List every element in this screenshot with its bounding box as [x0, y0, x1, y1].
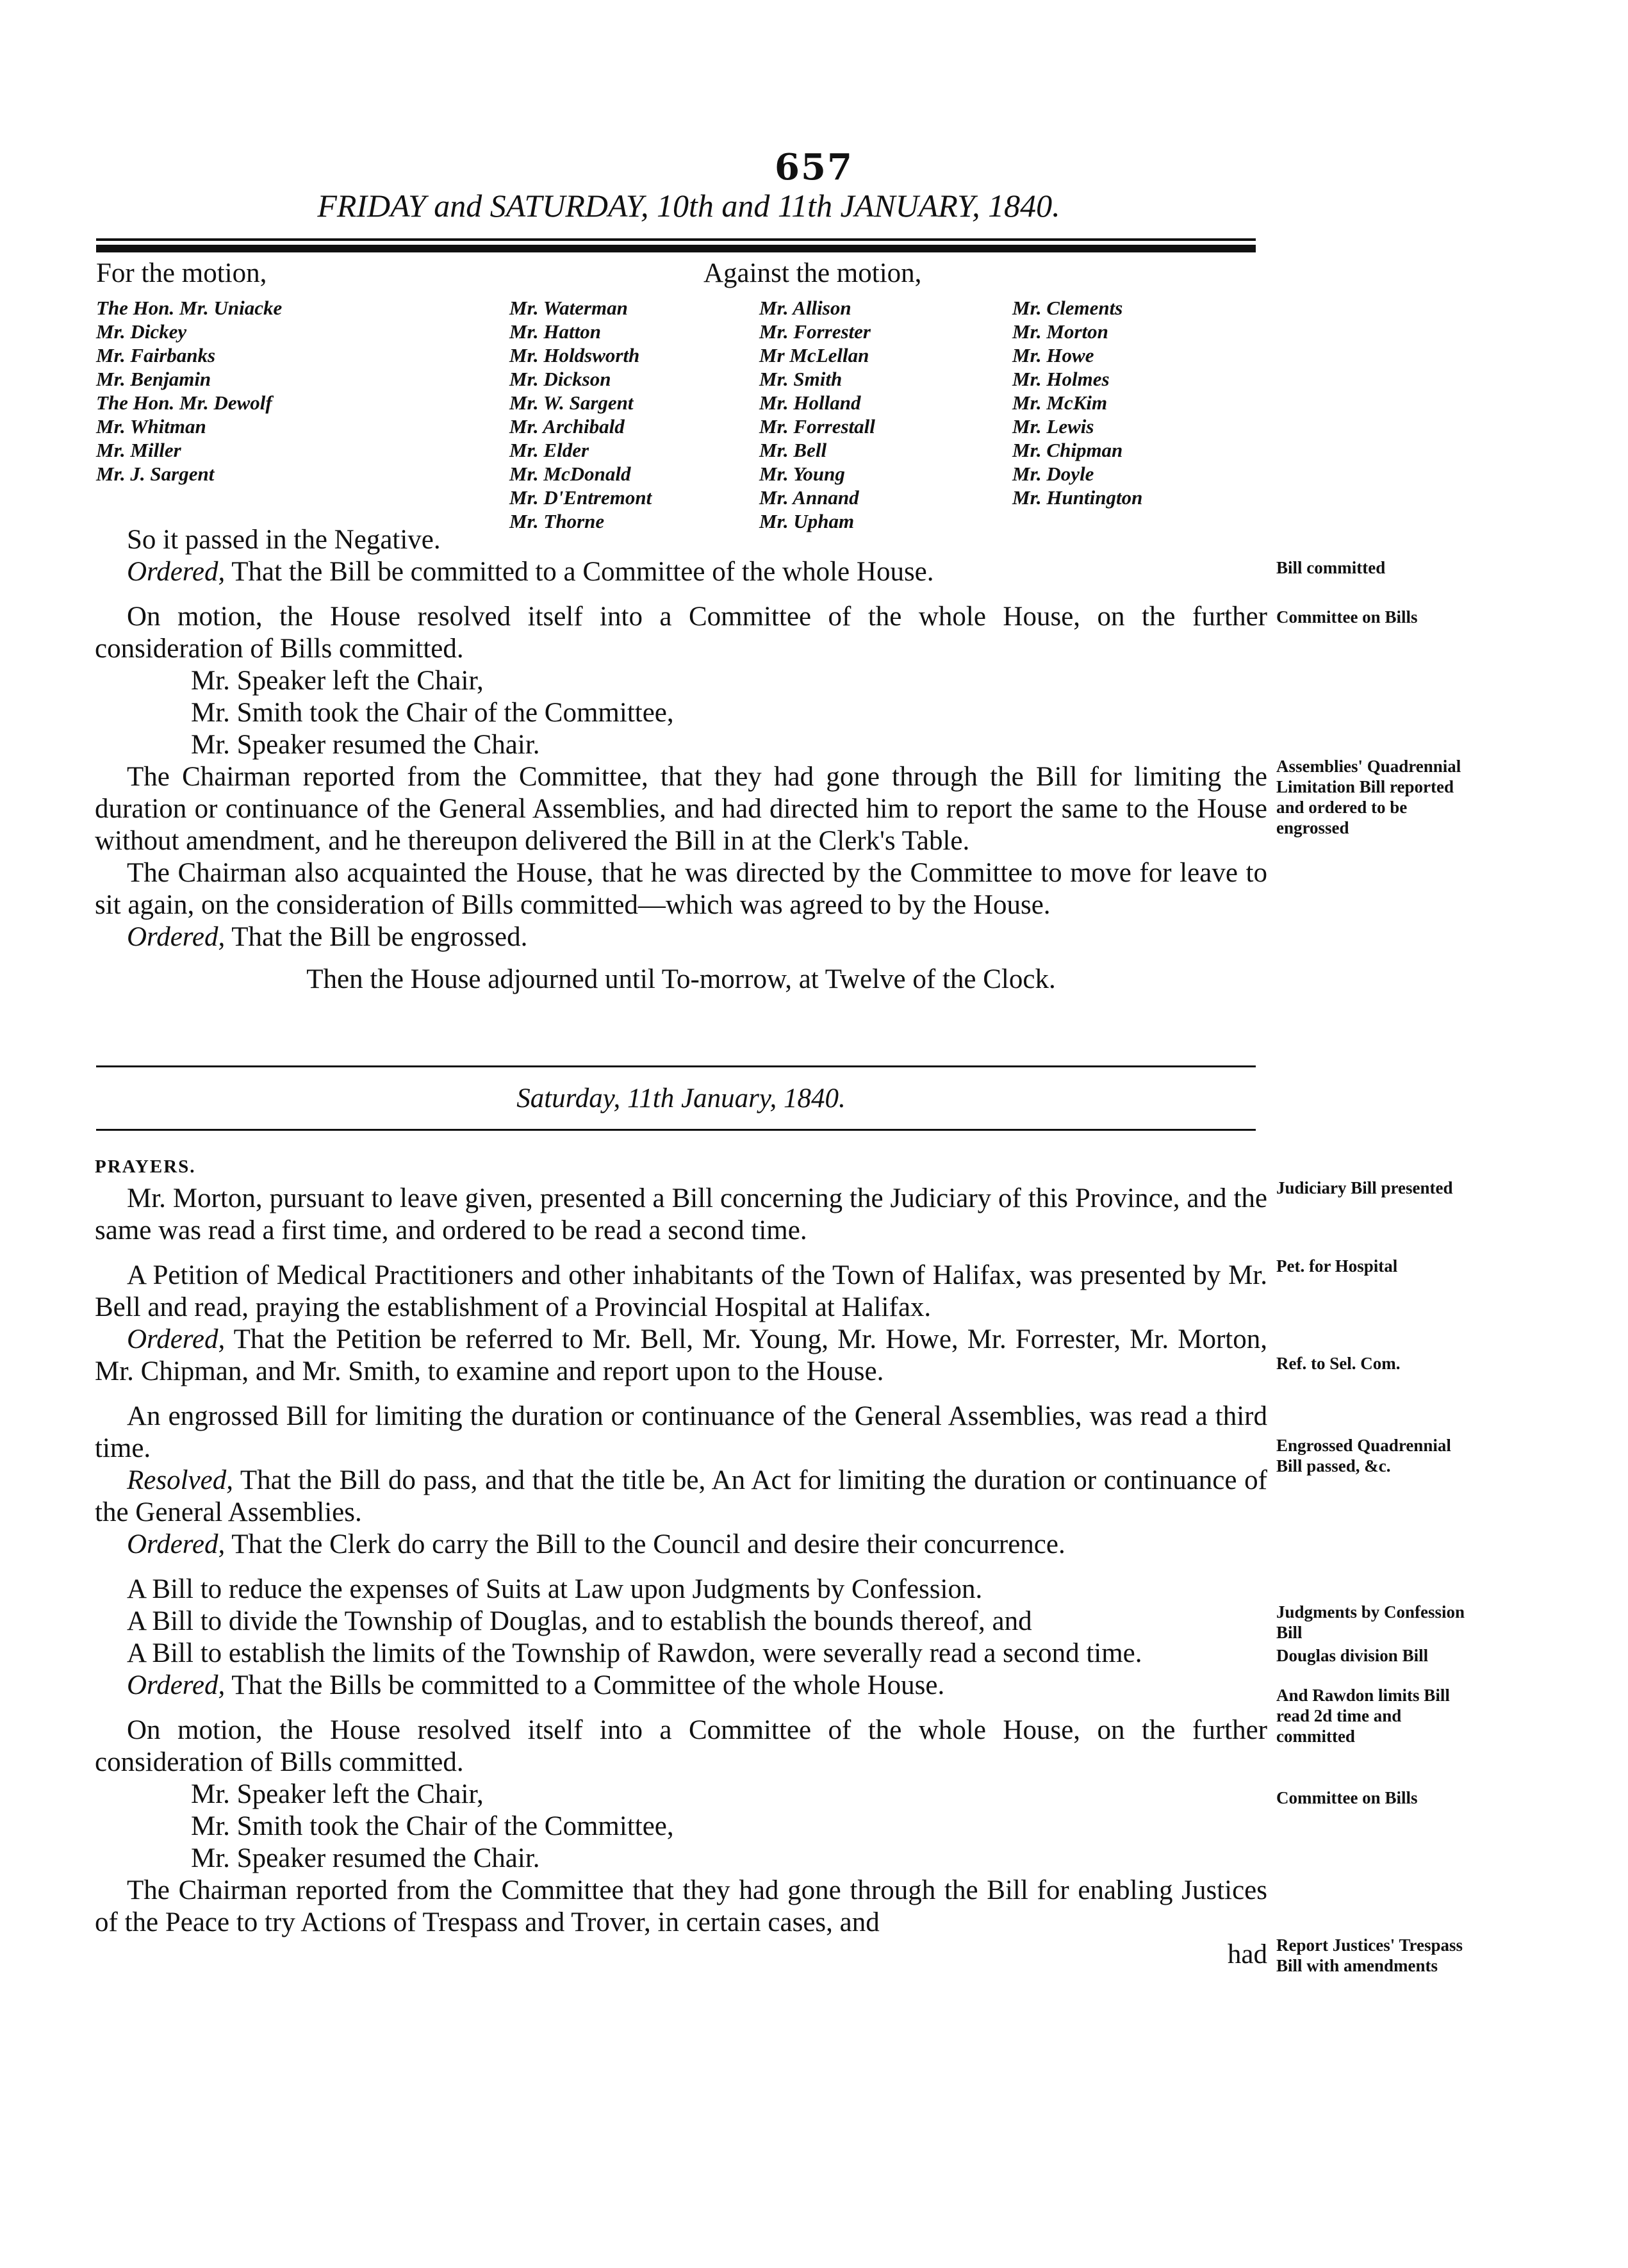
- speaker-left: Mr. Speaker left the Chair,: [191, 666, 484, 696]
- speaker-resumed: Mr. Speaker resumed the Chair.: [191, 730, 540, 760]
- margin-committee-on-bills-2: Committee on Bills: [1276, 1788, 1418, 1807]
- engrossed-bill: An engrossed Bill for limiting the duration or continuance of the General Assemblies, was read a third time.: [95, 1401, 1267, 1463]
- member-name: The Hon. Mr. Uniacke: [96, 297, 283, 319]
- member-name: Mr. Elder: [509, 439, 589, 461]
- friday-proceedings: [95, 524, 1267, 996]
- ordered-bills-committed: Ordered, That the Bills be committed to a Committee of the whole House.: [127, 1670, 945, 1700]
- member-name: Mr. Dickey: [96, 320, 187, 343]
- resolved-pass: Resolved, That the Bill do pass, and that the title be, An Act for limiting the duration or continuance of the General Assemblies.: [95, 1465, 1267, 1527]
- passed-negative: So it passed in the Negative.: [127, 525, 441, 555]
- adjourned: Then the House adjourned until To-morrow, at Twelve of the Clock.: [306, 964, 1056, 994]
- saturday-proceedings: [95, 1151, 1267, 1971]
- chairman-report-2: The Chairman reported from the Committee that they had gone through the Bill for enabling Justices of the Peace to try Actions of Trespass and Trover, in certain cases, and: [95, 1875, 1267, 1937]
- chairman-leave: The Chairman also acquainted the House, that he was directed by the Committee to move for leave to sit again, on the consideration of Bills committed—which was agreed to by the House.: [95, 858, 1267, 920]
- speaker-resumed-2: Mr. Speaker resumed the Chair.: [191, 1843, 540, 1873]
- motion-committee-2: On motion, the House resolved itself into a Committee of the whole House, on the further consideration of Bills committed.: [95, 1715, 1267, 1777]
- member-name: Mr. Clements: [1012, 297, 1123, 319]
- member-name: Mr. Fairbanks: [96, 344, 216, 366]
- ordered-petition: Ordered, That the Petition be referred to Mr. Bell, Mr. Young, Mr. Howe, Mr. Forrester, Mr. Morton, Mr. Chipman, and Mr. Smith, to examine and report upon to the House.: [95, 1324, 1267, 1386]
- member-name: Mr. Upham: [759, 510, 855, 532]
- member-name: Mr. Allison: [759, 297, 851, 319]
- member-name: The Hon. Mr. Dewolf: [96, 391, 272, 414]
- margin-ref-sel: Ref. to Sel. Com.: [1276, 1354, 1401, 1373]
- bill-judgments: A Bill to reduce the expenses of Suits at Law upon Judgments by Confession.: [127, 1574, 983, 1604]
- member-name: Mr. Forrestall: [759, 415, 875, 438]
- margin-judgments: Judgments by Confession Bill: [1276, 1602, 1465, 1642]
- member-name: Mr. W. Sargent: [509, 391, 634, 414]
- against-motion-heading: Against the motion,: [703, 258, 922, 288]
- against-names-col1: [509, 296, 652, 533]
- member-name: Mr. Young: [759, 463, 845, 485]
- member-name: Mr. Morton: [1012, 320, 1108, 343]
- section-rule: [96, 1065, 1256, 1067]
- catchword: had: [1227, 1939, 1267, 1969]
- margin-report-justices: Report Justices' Trespass Bill with amendments: [1276, 1935, 1463, 1975]
- member-name: Mr. Doyle: [1012, 463, 1094, 485]
- smith-chair-2: Mr. Smith took the Chair of the Committee,: [191, 1811, 674, 1841]
- hospital-petition: A Petition of Medical Practitioners and other inhabitants of the Town of Halifax, was presented by Mr. Bell and read, praying the establishment of a Provincial Hospital at Halifax.: [95, 1260, 1267, 1322]
- member-name: Mr. Miller: [96, 439, 181, 461]
- member-name: Mr. Benjamin: [96, 368, 211, 390]
- margin-rawdon: And Rawdon limits Bill read 2d time and committed: [1276, 1686, 1450, 1746]
- margin-assemblies: Assemblies' Quadrennial Limitation Bill reported and ordered to be engrossed: [1276, 757, 1461, 837]
- margin-engrossed-quad: Engrossed Quadrennial Bill passed, &c.: [1276, 1436, 1451, 1475]
- member-name: Mr. Forrester: [759, 320, 871, 343]
- for-names-list: [96, 296, 282, 486]
- header-rule-thick: [96, 245, 1256, 252]
- bill-rawdon: A Bill to establish the limits of the Township of Rawdon, were severally read a second time.: [127, 1638, 1142, 1668]
- saturday-heading: Saturday, 11th January, 1840.: [516, 1083, 846, 1113]
- member-name: Mr. Chipman: [1012, 439, 1123, 461]
- ordered-engrossed: Ordered, That the Bill be engrossed.: [127, 922, 528, 952]
- member-name: Mr. Huntington: [1012, 486, 1143, 509]
- member-name: Mr. Holmes: [1012, 368, 1110, 390]
- for-motion-heading: For the motion,: [96, 258, 267, 288]
- margin-committee-on-bills: Committee on Bills: [1276, 607, 1418, 627]
- member-name: Mr. Dickson: [509, 368, 611, 390]
- member-name: Mr McLellan: [759, 344, 869, 366]
- member-name: Mr. Howe: [1012, 344, 1094, 366]
- against-names-col2: [759, 296, 875, 533]
- margin-douglas: Douglas division Bill: [1276, 1646, 1429, 1665]
- ordered-committed: Ordered, That the Bill be committed to a Committee of the whole House.: [127, 557, 934, 587]
- page-number: 657: [775, 146, 853, 188]
- member-name: Mr. McKim: [1012, 391, 1108, 414]
- margin-pet-hospital: Pet. for Hospital: [1276, 1256, 1398, 1276]
- margin-judiciary: Judiciary Bill presented: [1276, 1178, 1453, 1197]
- member-name: Mr. Archibald: [509, 415, 625, 438]
- member-name: Mr. Bell: [759, 439, 827, 461]
- member-name: Mr. Whitman: [96, 415, 206, 438]
- header-rule: [96, 238, 1256, 241]
- member-name: Mr. J. Sargent: [96, 463, 215, 485]
- section-rule: [96, 1129, 1256, 1131]
- margin-bill-committed: Bill committed: [1276, 558, 1386, 577]
- member-name: Mr. Hatton: [509, 320, 601, 343]
- member-name: Mr. Smith: [759, 368, 843, 390]
- member-name: Mr. McDonald: [509, 463, 631, 485]
- member-name: Mr. Thorne: [509, 510, 605, 532]
- motion-committee: On motion, the House resolved itself into a Committee of the whole House, on the further consideration of Bills committed.: [95, 602, 1267, 664]
- prayers: PRAYERS.: [95, 1156, 196, 1177]
- member-name: Mr. Holdsworth: [509, 344, 640, 366]
- member-name: Mr. Lewis: [1012, 415, 1094, 438]
- speaker-left-2: Mr. Speaker left the Chair,: [191, 1779, 484, 1809]
- chairman-report: The Chairman reported from the Committee, that they had gone through the Bill for limiting the duration or continuance of the General Assemblies, and had directed him to report the same to the House without amendment, and he thereupon delivered the Bill in at the Clerk's Table.: [95, 762, 1267, 856]
- smith-chair: Mr. Smith took the Chair of the Committee,: [191, 698, 674, 728]
- bill-douglas: A Bill to divide the Township of Douglas, and to establish the bounds thereof, and: [127, 1606, 1032, 1636]
- member-name: Mr. Waterman: [509, 297, 628, 319]
- ordered-council: Ordered, That the Clerk do carry the Bill to the Council and desire their concurrence.: [127, 1529, 1065, 1559]
- member-name: Mr. Annand: [759, 486, 859, 509]
- member-name: Mr. D'Entremont: [509, 486, 652, 509]
- against-names-col3: [1012, 296, 1142, 509]
- member-name: Mr. Holland: [759, 391, 861, 414]
- page-header: FRIDAY and SATURDAY, 10th and 11th JANUARY, 1840.: [317, 188, 1060, 224]
- judiciary-bill: Mr. Morton, pursuant to leave given, presented a Bill concerning the Judiciary of this Province, and the same was read a first time, and ordered to be read a second time.: [95, 1183, 1267, 1245]
